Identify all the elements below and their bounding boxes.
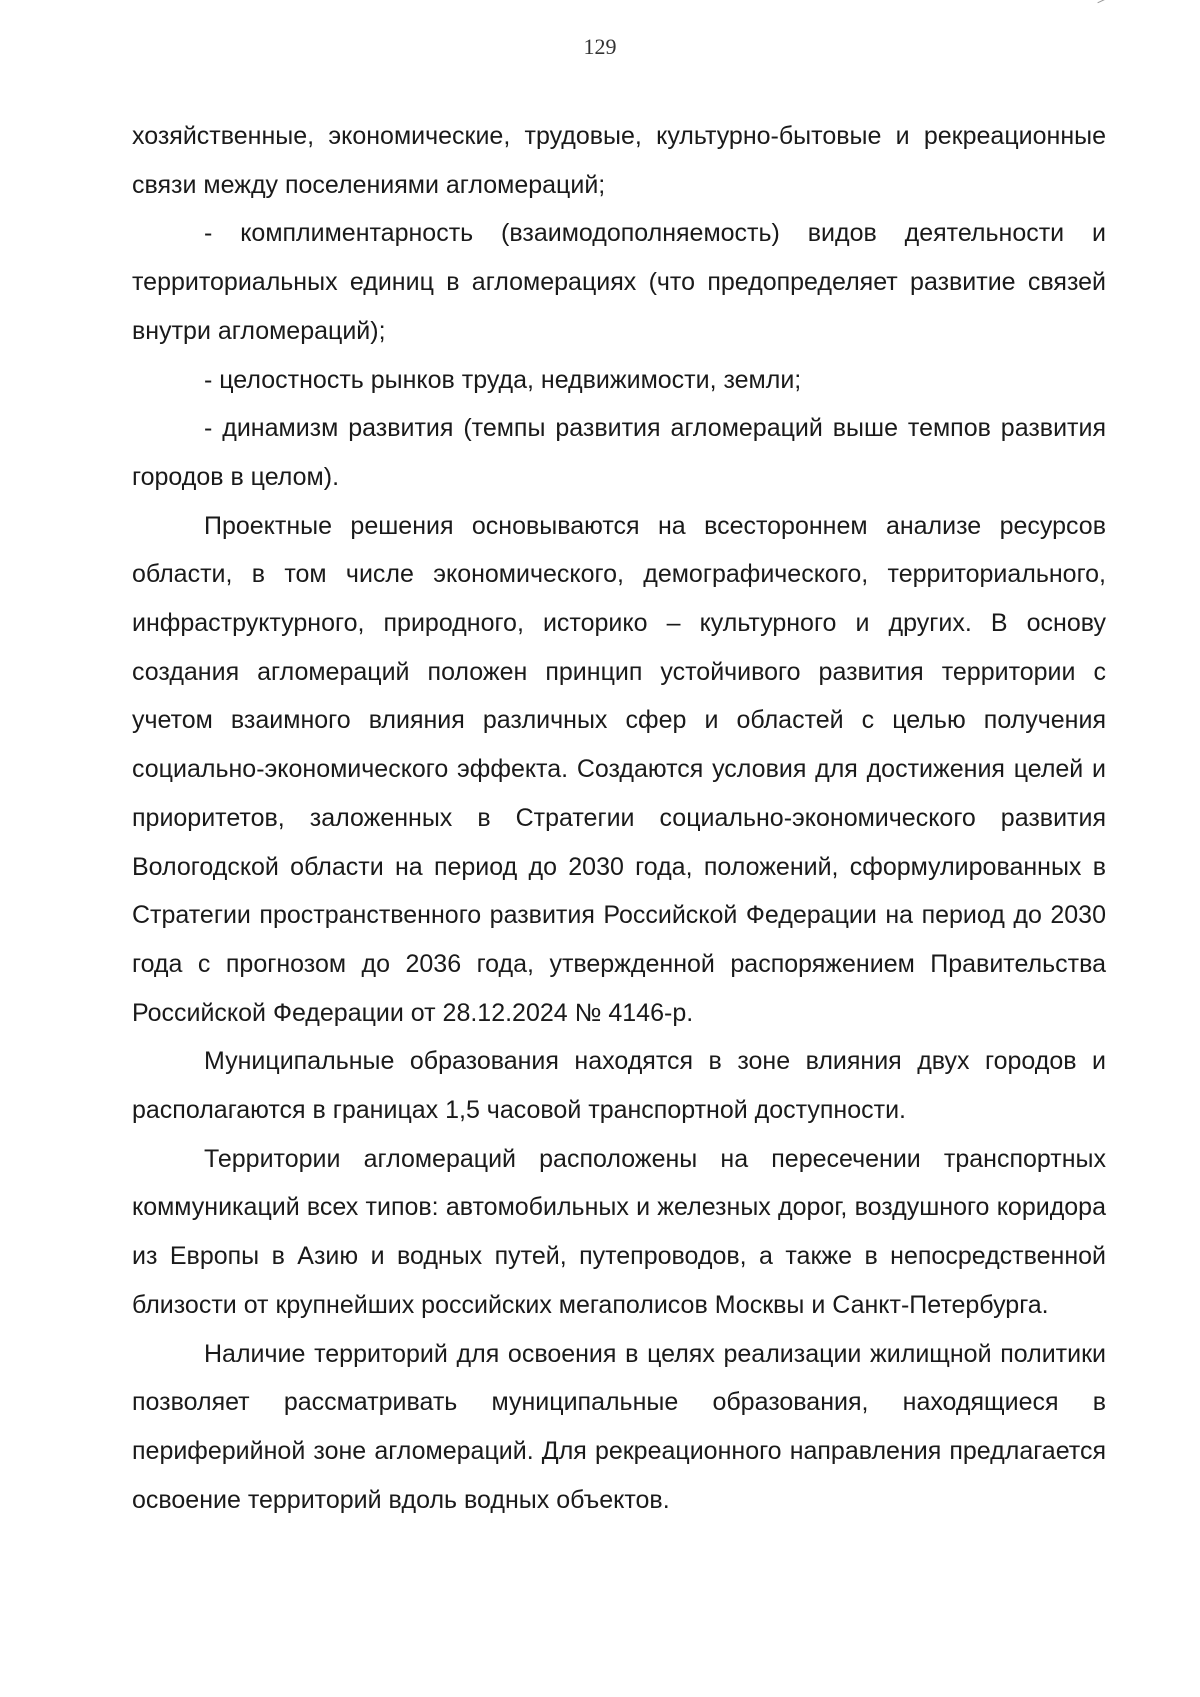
page-number: 129 — [583, 34, 617, 59]
body-text — [132, 112, 1106, 1524]
list-item-dynamism: - динамизм развития (темпы развития агломераций выше темпов развития городов в целом). — [132, 414, 1106, 491]
paragraph-project-decisions: Проектные решения основываются на всестороннем анализе ресурсов области, в том числе экономического, демографического, территориального, инфраструктурного, природного, историко – культурного и других. В основу создания агломераций положен принцип устойчивого развития территории с учетом взаимного влияния различных сфер и областей с целью получения социально-экономического эффекта. Создаются условия для достижения целей и приоритетов, заложенных в Стратегии социально-экономического развития Вологодской области на период до 2030 года, положений, сформулированных в Стратегии пространственного развития Российской Федерации на период до 2030 года с прогнозом до 2036 года, утвержденной распоряжением Правительства Российской Федерации от 28.12.2024 № 4146-р. — [132, 511, 1106, 1027]
paragraph-territories: Наличие территорий для освоения в целях реализации жилищной политики позволяет рассматривать муниципальные образования, находящиеся в периферийной зоне агломераций. Для рекреационного направления предлагается освоение территорий вдоль водных объектов. — [132, 1339, 1106, 1514]
list-item-complementarity: - комплиментарность (взаимодополняемость) видов деятельности и территориальных единиц в агломерациях (что предопределяет развитие связей внутри агломераций); — [132, 219, 1106, 345]
paragraph-municipalities: Муниципальные образования находятся в зоне влияния двух городов и располагаются в границах 1,5 часовой транспортной доступности. — [132, 1047, 1106, 1125]
paragraph: хозяйственные, экономические, трудовые, культурно-бытовые и рекреационные связи между поселениями агломераций; — [132, 122, 1106, 199]
scan-mark — [1097, 0, 1108, 7]
list-item-market-integrity: - целостность рынков труда, недвижимости, земли; — [204, 365, 802, 394]
paragraph-transport: Территории агломераций расположены на пересечении транспортных коммуникаций всех типов: автомобильных и железных дорог, воздушного коридора из Европы в Азию и водных путей, путепроводов, а также в непосредственной близости от крупнейших российских мегаполисов Москвы и Санкт-Петербурга. — [132, 1144, 1106, 1319]
